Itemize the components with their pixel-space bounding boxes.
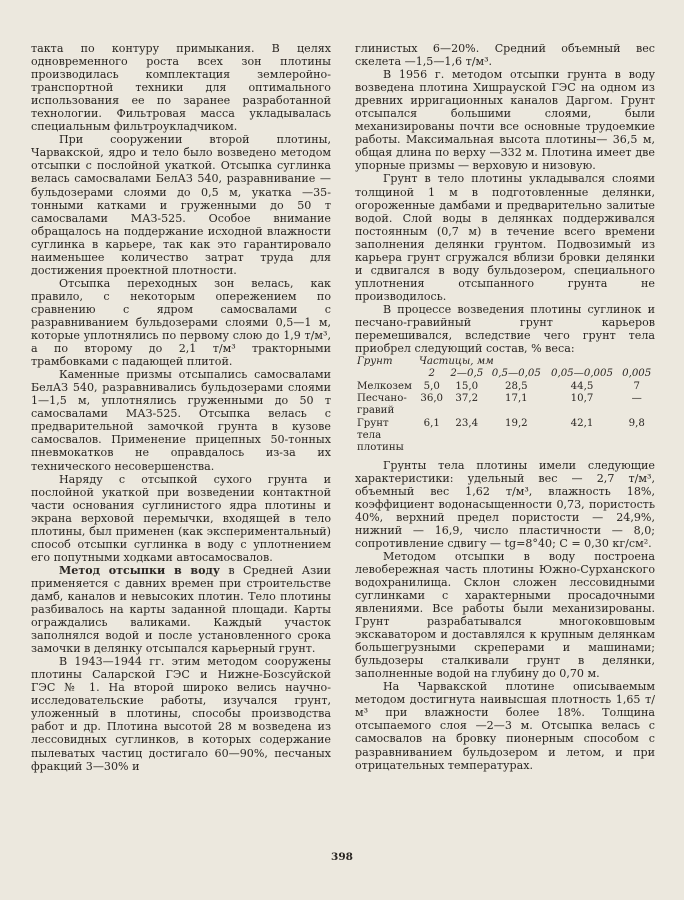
table-header-size: 2 bbox=[428, 368, 435, 380]
right-column bbox=[355, 42, 655, 772]
table-header-soil: Грунт bbox=[357, 356, 393, 368]
left-column bbox=[31, 42, 331, 773]
table-header-size: 2—0,5 bbox=[450, 368, 484, 380]
paragraph: В 1943—1944 гг. этим методом сооружены плотины Саларской ГЭС и Нижне-Бозсуйской ГЭС № 1. На второй широко велись научно-исследовательские работы, изучался грунт, уложенный в плотины, способы производства работ и др. Плотина высотой 28 м возведена из лессовидных суглинков, в которых содержание пылеватых частиц достигало 60—90%, песчаных фракций 3—30% и bbox=[31, 655, 331, 773]
page-number: 398 bbox=[331, 851, 353, 863]
table-header-row bbox=[355, 356, 655, 368]
table-header-size: 0,005 bbox=[622, 368, 652, 380]
table-cell: 19,2 bbox=[504, 417, 528, 429]
table-cell: 5,0 bbox=[423, 380, 440, 392]
table-cell: 28,5 bbox=[504, 380, 528, 392]
paragraph: При сооружении второй плотины, Чарвакской, ядро и тело было возведено методом отсыпки с послойной укаткой. Отсыпка суглинка велась самосвалами БелАЗ 540, разравнивание — бульдозерами слоями до 0,5 м, укатка —35-тонными катками и груженными до 50 т самосвалами МАЗ-525. Особое внимание обращалось на поддержание исходной влажности суглинка в карьере, так как это гарантировало наименьшее количество затрат труда для достижения проектной плотности. bbox=[31, 133, 331, 277]
table-row bbox=[355, 381, 655, 393]
paragraph: Грунты тела плотины имели следующие характеристики: удельный вес — 2,7 т/м³, объемный вес 1,62 т/м³, влажность 18%, коэффициент водонасыщенности 0,73, пористость 40%, верхний предел пористости — 24,9%, нижний — 16,9, число пластичности — 8,0; сопротивление сдвигу — tg=8°40; С = 0,30 кг/см². bbox=[355, 458, 655, 550]
table-cell: 37,2 bbox=[455, 393, 479, 405]
table-cell: 10,7 bbox=[570, 393, 594, 405]
table-cell: 42,1 bbox=[570, 417, 594, 429]
table-row-label: Грунт тела плотины bbox=[357, 417, 404, 454]
table-cell: 15,0 bbox=[455, 380, 479, 392]
paragraph: Отсыпка переходных зон велась, как правило, с некоторым опережением по сравнению с ядром самосвалами с разравниванием бульдозерами слоями 0,5—1 м, которые уплотнялись по первому слою до 1,9 т/м³, а по второму до 2,1 т/м³ тракторными трамбовками с падающей плитой. bbox=[31, 276, 331, 369]
table-header-size: 0,5—0,05 bbox=[491, 368, 541, 380]
table-header-particles: Частицы, мм bbox=[419, 356, 494, 368]
table-row bbox=[355, 418, 655, 455]
paragraph-text: в Средней Азии применяется с давних времен при строительстве дамб, каналов и невысоких плотин. Тело плотины разбивалось на карты заданной площади. Карты ограждались валиками. Каждый участок заполнялся водой и после установленного срока замочки в делянку отсыпался карьерный грунт. bbox=[31, 563, 331, 656]
paragraph: такта по контуру примыкания. В целях одновременного роста всех зон плотины производилась комплектация землеройно-транспортной техники для оптимального использования ее по заранее разработанной технологии. Фильтровая масса укладывалась специальным фильтроукладчиком. bbox=[31, 42, 331, 134]
paragraph: На Чарвакской плотине описываемым методом достигнута наивысшая плотность 1,65 т/м³ при влажности более 18%. Толщина отсыпаемого слоя —2—3 м. Отсыпка велась с самосвалов на бровку пионерным способом с разравниванием бульдозером и летом, и при отрицательных температурах. bbox=[355, 680, 655, 772]
grain-size-table bbox=[355, 356, 655, 454]
paragraph: В процессе возведения плотины суглинок и песчано-гравийный грунт карьеров перемешивался, вследствие чего грунт тела приобрел следующий состав, % веса: bbox=[355, 302, 655, 356]
table-row-label: Мелкозем bbox=[357, 380, 412, 392]
paragraph: Наряду с отсыпкой сухого грунта и послойной укаткой при возведении контактной части основания суглинистого ядра плотины и экрана верховой перемычки, входящей в тело плотины, был применен (как экспериментальный) способ отсыпки суглинка в воду с уплотнением его попутными ходками автосамосвалов. bbox=[31, 472, 331, 564]
paragraph: В 1956 г. методом отсыпки грунта в воду возведена плотина Хишрауской ГЭС на одном из древних ирригационных каналов Даргом. Грунт отсыпался большими слоями, были механизированы почти все основные трудоемкие работы. Максимальная высота плотины— 36,5 м, общая длина по верху —332 м. Плотина имеет две упорные призмы — верховую и низовую. bbox=[355, 68, 655, 173]
table-header-size: 0,05—0,005 bbox=[550, 368, 614, 380]
table-cell: 36,0 bbox=[420, 393, 444, 405]
section-runin-heading: Метод отсыпки в воду bbox=[59, 563, 220, 577]
table-row bbox=[355, 393, 655, 418]
table-cell: 17,1 bbox=[504, 393, 528, 405]
table-cell: — bbox=[631, 393, 642, 405]
paragraph: Методом отсыпки в воду построена левобережная часть плотины Южно-Сурханского водохранилища. Склон сложен лессовидными суглинками с характерными просадочными явлениями. Все работы были механизированы. Грунт разрабатывался многоковшовым экскаватором и доставлялся к крупным делянкам большегрузными скреперами и машинами; бульдозеры сталкивали грунт в делянки, заполненные водой на глубину до 0,70 м. bbox=[355, 549, 655, 681]
table-cell: 23,4 bbox=[455, 417, 479, 429]
table-cell: 6,1 bbox=[423, 417, 440, 429]
table-cell: 9,8 bbox=[628, 417, 645, 429]
paragraph: Каменные призмы отсыпались самосвалами БелАЗ 540, разравнивались бульдозерами слоями 1—1,5 м, уплотнялись груженными до 50 т самосвалами МАЗ-525. Отсыпка велась с предварительной замочкой грунта в кузове самосвалов. Применение прицепных 50-тонных пневмокатков не оправдалось из-за их технического несовершенства. bbox=[31, 368, 331, 473]
table-cell: 7 bbox=[633, 380, 640, 392]
paragraph bbox=[31, 564, 331, 655]
paragraph: глинистых 6—20%. Средний объемный вес скелета —1,5—1,6 т/м³. bbox=[355, 42, 655, 69]
paragraph: Грунт в тело плотины укладывался слоями толщиной 1 м в подготовленные делянки, огороженные дамбами и предварительно залитые водой. Слой воды в делянках поддерживался постоянным (0,7 м) в течение всего времени заполнения делянки грунтом. Подвозимый из карьера грунт сгружался вблизи бровки делянки и сдвигался в воду бульдозером, специального уплотнения отсыпанного грунта не производилось. bbox=[355, 172, 655, 303]
table-cell: 44,5 bbox=[570, 380, 594, 392]
table-row-label: Песчано-гравий bbox=[357, 393, 407, 417]
table-header-sizes-row bbox=[355, 368, 655, 380]
